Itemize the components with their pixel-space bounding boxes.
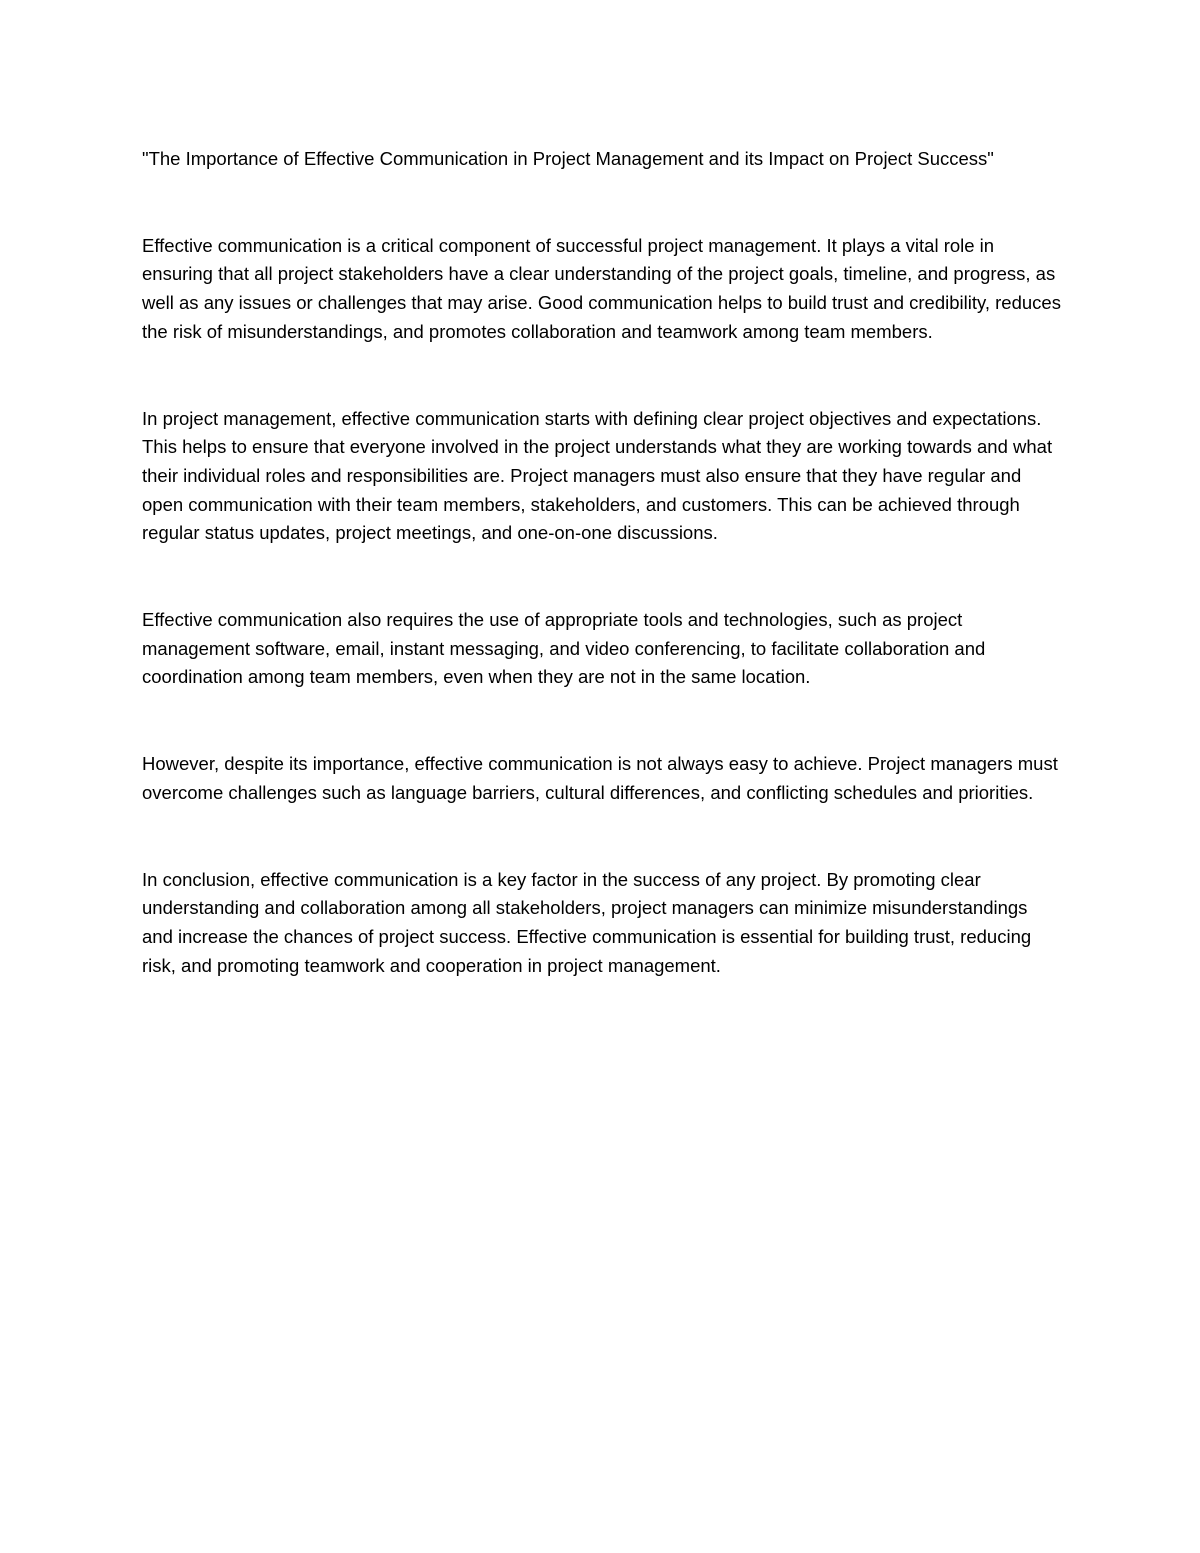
document-title: "The Importance of Effective Communication in Project Management and its Impact on Project Success" [142, 148, 994, 169]
paragraph-objectives: In project management, effective communication starts with defining clear project objectives and expectations. This helps to ensure that everyone involved in the project understands what they are working towards and what their individual roles and responsibilities are. Project managers must also ensure that they have regular and open communication with their team members, stakeholders, and customers. This can be achieved through regular status updates, project meetings, and one-on-one discussions. [142, 407, 1053, 544]
paragraph-conclusion: In conclusion, effective communication is a key factor in the success of any project. By promoting clear understanding and collaboration among all stakeholders, project managers can minimize misunderstandings and increase the chances of project success. Effective communication is essential for building trust, reducing risk, and promoting teamwork and cooperation in project management. [142, 868, 1032, 976]
paragraph-introduction: Effective communication is a critical component of successful project management. It plays a vital role in ensuring that all project stakeholders have a clear understanding of the project goals, timeline, and progress, as well as any issues or challenges that may arise. Good communication helps to build trust and credibility, reduces the risk of misunderstandings, and promotes collaboration and teamwork among team members. [142, 234, 1061, 342]
paragraph-tools: Effective communication also requires the use of appropriate tools and technologies, such as project management software, email, instant messaging, and video conferencing, to facilitate collaboration and coordination among team members, even when they are not in the same location. [142, 609, 986, 688]
document-body [142, 145, 1062, 980]
paragraph-challenges: However, despite its importance, effective communication is not always easy to achieve. Project managers must overcome challenges such as language barriers, cultural differences, and conflicting schedules and priorities. [142, 753, 1058, 803]
